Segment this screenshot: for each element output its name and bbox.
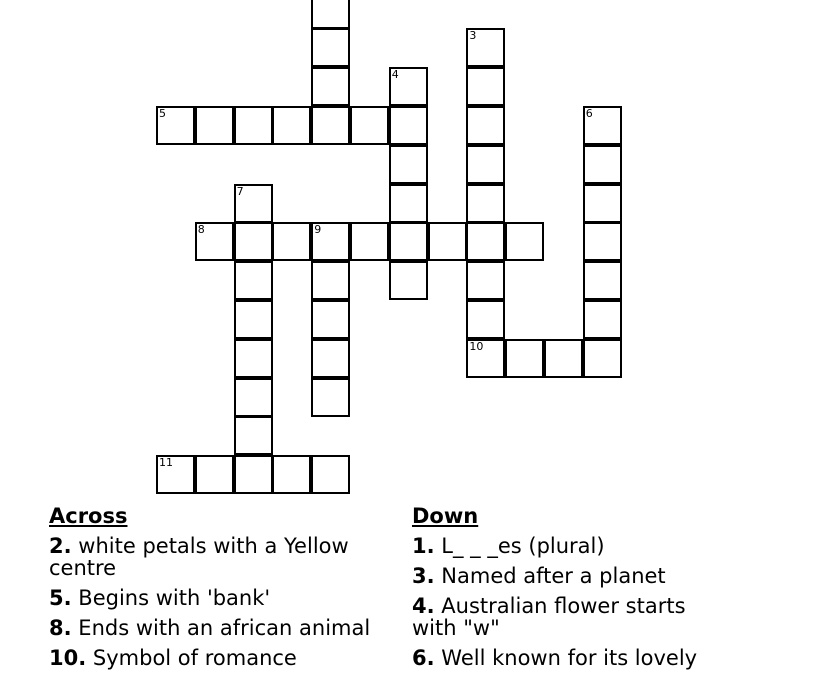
crossword-cell[interactable]: [389, 222, 428, 261]
crossword-cell[interactable]: [311, 28, 350, 67]
cell-number: 10: [469, 339, 484, 353]
clue-number: 5: [49, 586, 64, 610]
crossword-cell[interactable]: [311, 67, 350, 106]
clue-number: 6: [412, 646, 427, 670]
crossword-cell[interactable]: [311, 300, 350, 339]
crossword-cell[interactable]: [583, 261, 622, 300]
crossword-cell[interactable]: [350, 106, 389, 145]
cell-number: 7: [236, 184, 244, 198]
crossword-cell[interactable]: [389, 145, 428, 184]
clue-down-4: 4. Australian flower starts with "w": [412, 594, 686, 640]
crossword-cell[interactable]: [234, 339, 273, 378]
crossword-cell[interactable]: [583, 145, 622, 184]
crossword-cell[interactable]: [195, 106, 234, 145]
cell-number: 9: [314, 223, 322, 237]
clue-text: white petals with a Yellow centre: [49, 534, 349, 580]
clue-text: Well known for its lovely: [441, 646, 698, 670]
clue-number: 4: [412, 594, 427, 618]
crossword-cell[interactable]: [234, 184, 273, 223]
crossword-cell[interactable]: [505, 222, 544, 261]
crossword-cell[interactable]: [311, 0, 350, 29]
down-clues: [412, 503, 732, 677]
crossword-cell[interactable]: [234, 416, 273, 455]
crossword-cell[interactable]: [466, 339, 505, 378]
crossword-cell[interactable]: [311, 378, 350, 417]
across-heading: Across: [49, 504, 128, 528]
crossword-cell[interactable]: [583, 106, 622, 145]
crossword-cell[interactable]: [195, 222, 234, 261]
crossword-cell[interactable]: [234, 378, 273, 417]
crossword-cell[interactable]: [583, 339, 622, 378]
down-heading: Down: [412, 504, 479, 528]
crossword-cell[interactable]: [466, 67, 505, 106]
clue-number: 1: [412, 534, 427, 558]
clue-down-1: 1. L_ _ _es (plural): [412, 534, 605, 558]
clue-across-8: 8. Ends with an african animal: [49, 616, 371, 640]
clue-number: 2: [49, 534, 64, 558]
clue-down-3: 3. Named after a planet: [412, 564, 666, 588]
crossword-cell[interactable]: [466, 300, 505, 339]
clue-number: 8: [49, 616, 64, 640]
crossword-cell[interactable]: [466, 222, 505, 261]
crossword-cell[interactable]: [311, 222, 350, 261]
cell-number: 6: [585, 107, 593, 120]
crossword-cell[interactable]: [544, 339, 583, 378]
crossword-cell[interactable]: [389, 261, 428, 300]
crossword-cell[interactable]: [466, 261, 505, 300]
clue-across-2: 2. white petals with a Yellow centre: [49, 534, 349, 580]
crossword-cell[interactable]: [350, 222, 389, 261]
clue-text: Ends with an african animal: [78, 616, 371, 640]
clue-text: Symbol of romance: [92, 646, 297, 670]
crossword-cell[interactable]: [583, 222, 622, 261]
crossword-cell[interactable]: [389, 67, 428, 106]
crossword-cell[interactable]: [234, 300, 273, 339]
crossword-cell[interactable]: [311, 106, 350, 145]
crossword-cell[interactable]: [583, 184, 622, 223]
clue-text: Australian flower starts with "w": [412, 594, 686, 640]
crossword-cell[interactable]: [311, 339, 350, 378]
clue-number: 3: [412, 564, 427, 588]
crossword-cell[interactable]: [272, 222, 311, 261]
clue-number: 10: [49, 646, 79, 670]
crossword-cell[interactable]: [156, 106, 195, 145]
across-clues: [49, 503, 379, 677]
crossword-cell[interactable]: [466, 28, 505, 67]
crossword-cell[interactable]: [466, 184, 505, 223]
crossword-cell[interactable]: [234, 222, 273, 261]
crossword-cell[interactable]: [272, 106, 311, 145]
clue-text: L_ _ _es (plural): [441, 534, 605, 558]
crossword-cell[interactable]: [234, 455, 273, 494]
crossword-cell[interactable]: [466, 145, 505, 184]
crossword-cell[interactable]: [428, 222, 467, 261]
crossword-cell[interactable]: [272, 455, 311, 494]
cell-number: 8: [197, 223, 205, 237]
clue-down-6: 6. Well known for its lovely: [412, 646, 698, 670]
clue-text: Begins with 'bank': [78, 586, 271, 610]
crossword-cell[interactable]: [234, 106, 273, 145]
clue-across-10: 10. Symbol of romance: [49, 646, 297, 670]
crossword-cell[interactable]: [389, 106, 428, 145]
cell-number: 11: [159, 456, 173, 470]
crossword-cell[interactable]: [505, 339, 544, 378]
crossword-cell[interactable]: [389, 184, 428, 223]
crossword-cell[interactable]: [311, 455, 350, 494]
crossword-cell[interactable]: [583, 300, 622, 339]
crossword-cell[interactable]: [156, 455, 195, 494]
crossword-cell[interactable]: [195, 455, 234, 494]
crossword-cell[interactable]: [311, 261, 350, 300]
crossword-cell[interactable]: [234, 261, 273, 300]
cell-number: 5: [159, 107, 166, 120]
cell-number: 4: [391, 68, 399, 82]
crossword-cell[interactable]: [466, 106, 505, 145]
clue-text: Named after a planet: [441, 564, 666, 588]
clue-across-5: 5. Begins with 'bank': [49, 586, 271, 610]
cell-number: 3: [469, 29, 477, 43]
